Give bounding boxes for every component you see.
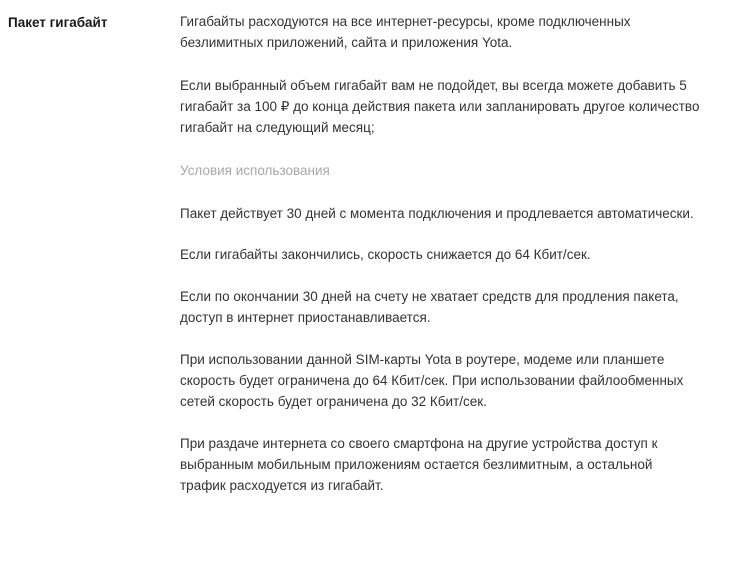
definition-row: [8, 12, 724, 497]
paragraph-tethering: При раздаче интернета со своего смартфона на другие устройства доступ к выбранным мобильным приложениям остается безлимитным, а остальной трафик расходуется из гигабайт.: [180, 435, 658, 493]
paragraph-speed-limit-depleted: Если гигабайты закончились, скорость снижается до 64 Кбит/сек.: [180, 247, 591, 263]
paragraph-usage-scope: Гигабайты расходуются на все интернет-ресурсы, кроме подключенных безлимитных приложений, сайта и приложения Yota.: [180, 14, 631, 50]
definition-content: [180, 12, 700, 497]
subheading-terms-of-use: Условия использования: [180, 162, 330, 178]
paragraph-add-gigabytes: Если выбранный объем гигабайт вам не подойдет, вы всегда можете добавить 5 гигабайт за 100 ₽ до конца действия пакета или запланировать другое количество гигабайт на следующий месяц;: [180, 77, 700, 135]
term-title: Пакет гигабайт: [8, 15, 108, 30]
paragraph-package-duration: Пакет действует 30 дней с момента подключения и продлевается автоматически.: [180, 205, 694, 221]
paragraph-router-modem-tablet: При использовании данной SIM-карты Yota в роутере, модеме или планшете скорость будет ограничена до 64 Кбит/сек. При использовании файлообменных сетей скорость будет ограничена до 32 Кбит/сек.: [180, 352, 684, 410]
paragraph-insufficient-funds: Если по окончании 30 дней на счету не хватает средств для продления пакета, доступ в интернет приостанавливается.: [180, 289, 679, 326]
